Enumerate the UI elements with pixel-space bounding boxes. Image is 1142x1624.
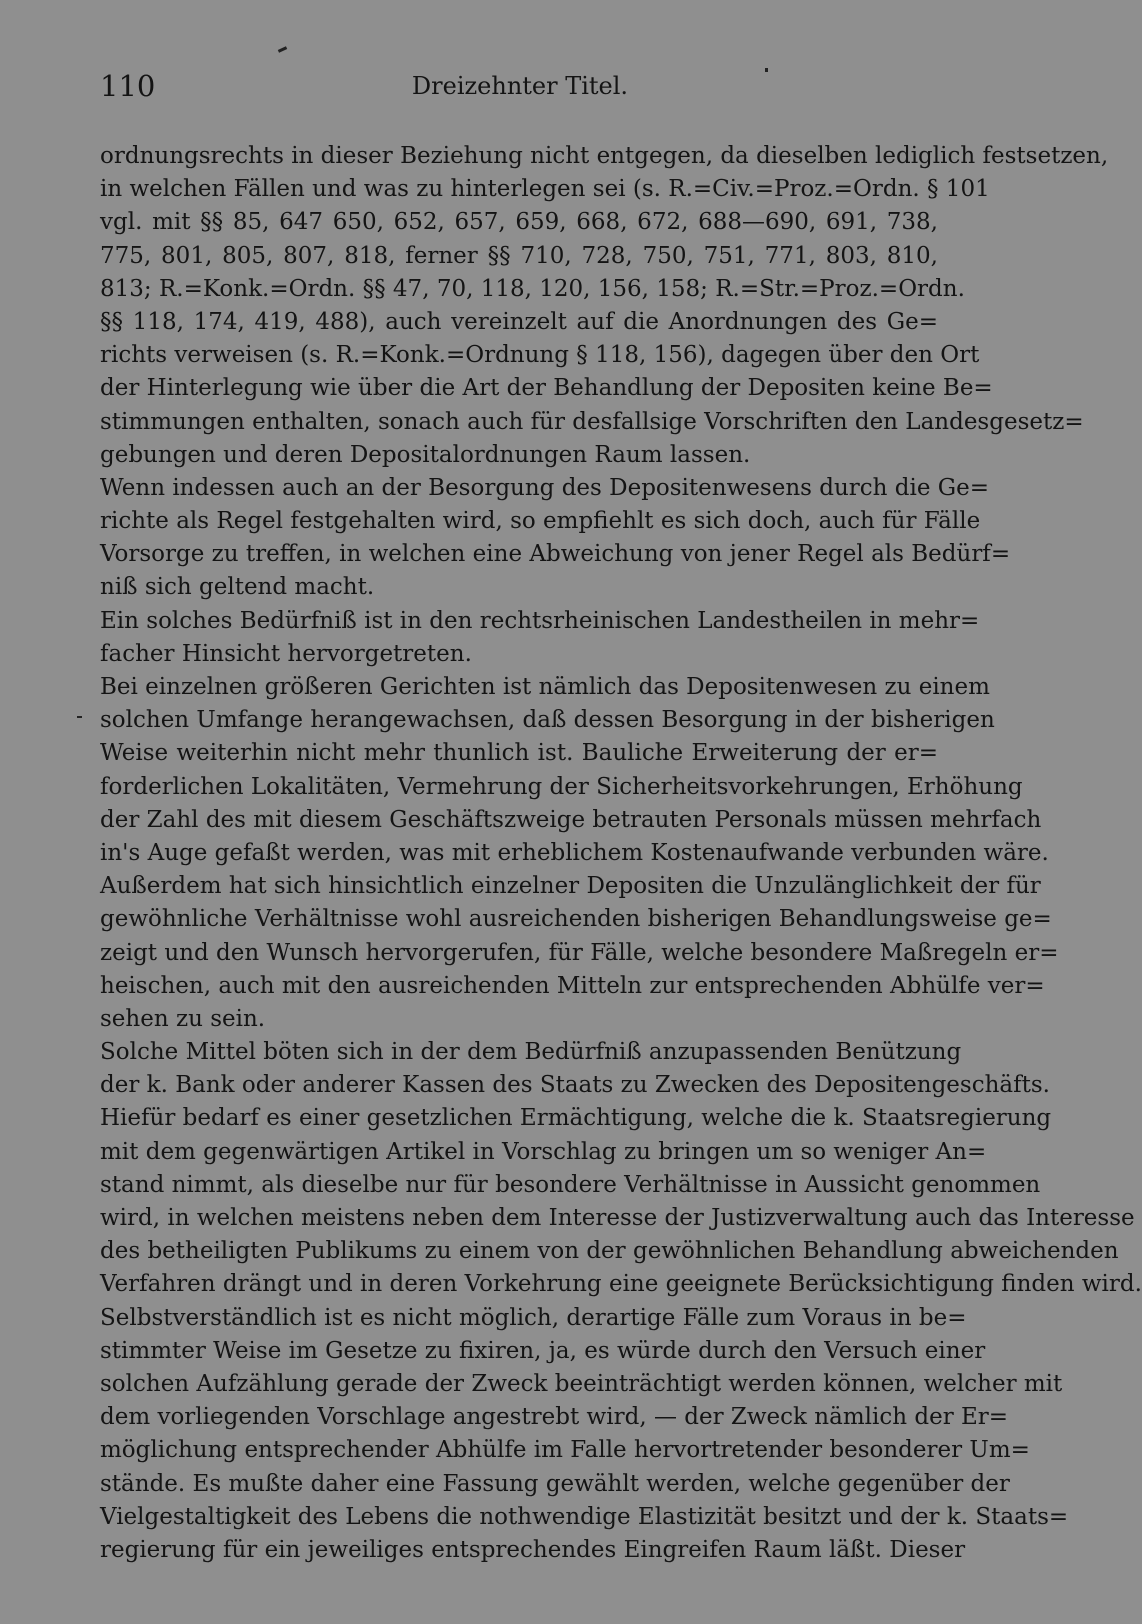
text-line: §§ 118, 174, 419, 488), auch vereinzelt auf die Anordnungen des Ge= xyxy=(100,308,938,335)
text-line: stand nimmt, als dieselbe nur für besondere Verhältnisse in Aussicht genommen xyxy=(100,1171,1041,1198)
text-line: 813; R.=Konk.=Ordn. §§ 47, 70, 118, 120, 156, 158; R.=Str.=Proz.=Ordn. xyxy=(100,275,965,302)
text-line: 775, 801, 805, 807, 818, ferner §§ 710, 728, 750, 751, 771, 803, 810, xyxy=(100,242,938,269)
text-line: regierung für ein jeweiliges entsprechendes Eingreifen Raum läßt. Dieser xyxy=(100,1536,966,1563)
text-line: der Hinterlegung wie über die Art der Behandlung der Depositen keine Be= xyxy=(100,375,993,402)
paragraph-first-line: Bei einzelnen größeren Gerichten ist nämlich das Depositenwesen zu einem xyxy=(100,674,990,700)
text-line: ordnungsrechts in dieser Beziehung nicht entgegen, da dieselben lediglich festsetzen, xyxy=(100,143,1109,169)
text-line: in welchen Fällen und was zu hinterlegen sei (s. R.=Civ.=Proz.=Ordn. § 101 xyxy=(100,176,990,203)
text-line: stände. Es mußte daher eine Fassung gewählt werden, welche gegenüber der xyxy=(100,1470,1010,1497)
text-line: vgl. mit §§ 85, 647 650, 652, 657, 659, 668, 672, 688—690, 691, 738, xyxy=(100,209,938,236)
paragraph-first-line: Solche Mittel böten sich in der dem Bedürfniß anzupassenden Benützung xyxy=(100,1039,962,1066)
scan-speck xyxy=(77,716,82,718)
text-line: forderlichen Lokalitäten, Vermehrung der Sicherheitsvorkehrungen, Erhöhung xyxy=(100,773,1023,800)
text-line: Vorsorge zu treffen, in welchen eine Abweichung von jener Regel als Bedürf= xyxy=(100,541,1011,568)
text-line: stimmter Weise im Gesetze zu fixiren, ja, es würde durch den Versuch einer xyxy=(100,1337,986,1364)
running-title: Dreizehnter Titel. xyxy=(411,72,629,100)
text-line: Vielgestaltigkeit des Lebens die nothwendige Elastizität besitzt und der k. Staats= xyxy=(100,1503,1069,1530)
text-line: dem vorliegenden Vorschlage angestrebt wird, — der Zweck nämlich der Er= xyxy=(100,1404,1009,1431)
text-line: Außerdem hat sich hinsichtlich einzelner Depositen die Unzulänglichkeit der für xyxy=(100,873,1041,900)
scan-speck xyxy=(278,46,287,53)
text-line: des betheiligten Publikums zu einem von der gewöhnlichen Behandlung abweichenden xyxy=(100,1238,1119,1265)
text-line: gewöhnliche Verhältnisse wohl ausreichenden bisherigen Behandlungsweise ge= xyxy=(100,906,1052,933)
body-text xyxy=(100,140,1142,1567)
text-line: Selbstverständlich ist es nicht möglich, derartige Fälle zum Voraus in be= xyxy=(100,1304,967,1331)
text-line: wird, in welchen meistens neben dem Interesse der Justizverwaltung auch das Interesse xyxy=(100,1205,1135,1231)
text-line: heischen, auch mit den ausreichenden Mitteln zur entsprechenden Abhülfe ver= xyxy=(100,972,1045,999)
scan-speck xyxy=(765,68,768,72)
paragraph-first-line: Ein solches Bedürfniß ist in den rechtsrheinischen Landestheilen in mehr= xyxy=(100,607,980,634)
text-line: der k. Bank oder anderer Kassen des Staats zu Zwecken des Depositengeschäfts. xyxy=(100,1072,1050,1099)
text-line: möglichung entsprechender Abhülfe im Falle hervortretender besonderer Um= xyxy=(100,1437,1030,1464)
text-line: mit dem gegenwärtigen Artikel in Vorschlag zu bringen um so weniger An= xyxy=(100,1138,987,1165)
text-line: solchen Umfange herangewachsen, daß dessen Besorgung in der bisherigen xyxy=(100,707,995,734)
text-line: solchen Aufzählung gerade der Zweck beeinträchtigt werden können, welcher mit xyxy=(100,1370,1063,1397)
text-line: zeigt und den Wunsch hervorgerufen, für Fälle, welche besondere Maßregeln er= xyxy=(100,939,1059,966)
text-line: Verfahren drängt und in deren Vorkehrung eine geeignete Berücksichtigung finden wird. xyxy=(100,1271,1142,1298)
paragraph-last-line: facher Hinsicht hervorgetreten. xyxy=(100,640,472,667)
text-line: stimmungen enthalten, sonach auch für desfallsige Vorschriften den Landesgesetz= xyxy=(100,408,1084,435)
page-number: 110 xyxy=(100,69,156,103)
text-line: Weise weiterhin nicht mehr thunlich ist. Bauliche Erweiterung der er= xyxy=(100,740,938,767)
text-line: Hiefür bedarf es einer gesetzlichen Ermächtigung, welche die k. Staatsregierung xyxy=(100,1105,1052,1132)
paragraph-first-line: Wenn indessen auch an der Besorgung des Depositenwesens durch die Ge= xyxy=(100,474,990,501)
text-line: richts verweisen (s. R.=Konk.=Ordnung § 118, 156), dagegen über den Ort xyxy=(100,342,980,369)
page-header xyxy=(100,66,940,106)
paragraph-last-line: niß sich geltend macht. xyxy=(100,574,375,601)
paragraph-last-line: sehen zu sein. xyxy=(100,1005,266,1032)
text-line: in's Auge gefaßt werden, was mit erheblichem Kostenaufwande verbunden wäre. xyxy=(100,839,1049,866)
text-line: der Zahl des mit diesem Geschäftszweige betrauten Personals müssen mehrfach xyxy=(100,806,1042,833)
text-line: richte als Regel festgehalten wird, so empfiehlt es sich doch, auch für Fälle xyxy=(100,508,981,535)
paragraph-last-line: gebungen und deren Depositalordnungen Raum lassen. xyxy=(100,441,751,468)
